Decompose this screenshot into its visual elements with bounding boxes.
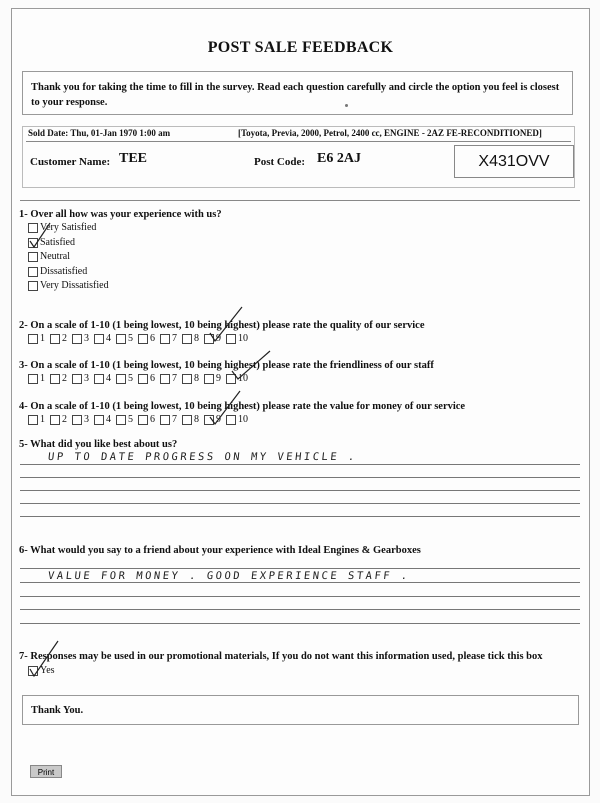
answer-line	[20, 477, 580, 478]
question-1: 1- Over all how was your experience with us?	[19, 209, 222, 220]
checkbox[interactable]	[72, 374, 82, 384]
q3-option-5[interactable]	[116, 373, 133, 384]
scale-label: 8	[194, 333, 199, 344]
answer-line	[20, 596, 580, 597]
checkbox[interactable]	[204, 374, 214, 384]
checkbox[interactable]	[94, 374, 104, 384]
checkbox[interactable]	[116, 415, 126, 425]
scale-label: 1	[40, 373, 45, 384]
stray-dot	[345, 104, 348, 107]
scale-label: 4	[106, 373, 111, 384]
scale-label: 6	[150, 373, 155, 384]
sold-date: Sold Date: Thu, 01-Jan 1970 1:00 am	[28, 128, 171, 138]
checkbox[interactable]	[50, 415, 60, 425]
q3-option-2[interactable]	[50, 373, 67, 384]
q2-option-2[interactable]	[50, 333, 67, 344]
q4-option-5[interactable]	[116, 414, 133, 425]
q5-handwritten-answer: UP TO DATE PROGRESS ON MY VEHICLE .	[47, 451, 358, 463]
postcode-value: E6 2AJ	[317, 151, 361, 166]
customer-name-value: TEE	[119, 151, 148, 166]
answer-line	[20, 464, 580, 465]
scale-label: 7	[172, 414, 177, 425]
checkbox[interactable]	[94, 415, 104, 425]
question-3: 3- On a scale of 1-10 (1 being lowest, 10 being highest) please rate the friendliness of our staff	[19, 360, 434, 371]
form-title: POST SALE FEEDBACK	[207, 39, 394, 56]
question-6: 6- What would you say to a friend about your experience with Ideal Engines & Gearboxes	[19, 545, 421, 556]
checkbox[interactable]	[182, 334, 192, 344]
customer-name-label: Customer Name:	[30, 156, 111, 168]
checkbox[interactable]	[28, 374, 38, 384]
checkbox[interactable]	[182, 415, 192, 425]
q3-option-3[interactable]	[72, 373, 89, 384]
q3-scale	[28, 373, 253, 384]
q2-handwritten-tick	[208, 305, 248, 345]
q1-option-very-dissatisfied[interactable]: Very Dissatisfied	[28, 279, 109, 294]
q4-option-1[interactable]	[28, 414, 45, 425]
scale-label: 10	[238, 333, 248, 344]
scale-label: 9	[216, 333, 221, 344]
checkbox[interactable]	[28, 267, 38, 277]
q4-option-2[interactable]	[50, 414, 67, 425]
registration-box: X431OVV	[454, 145, 574, 178]
q4-option-3[interactable]	[72, 414, 89, 425]
answer-line	[20, 623, 580, 624]
q1-option-satisfied[interactable]: Satisfied	[28, 236, 109, 251]
scale-label: 2	[62, 414, 67, 425]
q3-option-6[interactable]	[138, 373, 155, 384]
q1-option-neutral[interactable]: Neutral	[28, 250, 109, 265]
q4-option-7[interactable]	[160, 414, 177, 425]
q7-handwritten-tick	[28, 639, 64, 679]
q3-option-4[interactable]	[94, 373, 111, 384]
checkbox[interactable]	[182, 374, 192, 384]
question-2: 2- On a scale of 1-10 (1 being lowest, 10 being highest) please rate the quality of our service	[19, 320, 425, 331]
checkbox[interactable]	[50, 374, 60, 384]
checkbox[interactable]	[72, 334, 82, 344]
question-4: 4- On a scale of 1-10 (1 being lowest, 10 being highest) please rate the value for money of our service	[19, 401, 466, 412]
scale-label: 8	[194, 373, 199, 384]
q4-option-4[interactable]	[94, 414, 111, 425]
scale-label: 9	[216, 373, 221, 384]
print-button[interactable]: Print	[30, 765, 62, 778]
q2-option-4[interactable]	[94, 333, 111, 344]
checkbox[interactable]	[28, 415, 38, 425]
checkbox[interactable]	[116, 334, 126, 344]
answer-line	[20, 582, 580, 583]
checkbox[interactable]	[72, 415, 82, 425]
answer-line	[20, 516, 580, 517]
q2-option-1[interactable]	[28, 333, 45, 344]
checkbox[interactable]	[160, 374, 170, 384]
scale-label: 3	[84, 414, 89, 425]
question-5: 5- What did you like best about us?	[19, 439, 178, 450]
q3-option-9[interactable]	[204, 373, 221, 384]
q3-option-7[interactable]	[160, 373, 177, 384]
q4-option-6[interactable]	[138, 414, 155, 425]
scale-label: 9	[216, 414, 221, 425]
scale-label: 7	[172, 333, 177, 344]
q2-option-6[interactable]	[138, 333, 155, 344]
postcode-label: Post Code:	[254, 156, 306, 168]
q1-option-very-satisfied[interactable]: Very Satisfied	[28, 221, 109, 236]
scale-label: 2	[62, 333, 67, 344]
answer-line	[20, 503, 580, 504]
scale-label: 10	[238, 414, 248, 425]
feedback-form	[11, 8, 590, 796]
checkbox[interactable]	[138, 415, 148, 425]
scale-label: 1	[40, 414, 45, 425]
scale-label: 4	[106, 333, 111, 344]
q2-option-5[interactable]	[116, 333, 133, 344]
q1-option-dissatisfied[interactable]: Dissatisfied	[28, 265, 109, 280]
q3-option-8[interactable]	[182, 373, 199, 384]
checkbox[interactable]	[138, 374, 148, 384]
checkbox[interactable]	[160, 334, 170, 344]
checkbox[interactable]	[50, 334, 60, 344]
q4-option-8[interactable]	[182, 414, 199, 425]
checkbox[interactable]	[160, 415, 170, 425]
q2-option-3[interactable]	[72, 333, 89, 344]
checkbox[interactable]	[28, 281, 38, 291]
vehicle-description: [Toyota, Previa, 2000, Petrol, 2400 cc, ENGINE - 2AZ FE-RECONDITIONED]	[238, 128, 542, 138]
intro-text: Thank you for taking the time to fill in the survey. Read each question carefully and circle the option you feel is closest to your response.	[22, 71, 573, 115]
scale-label: 8	[194, 414, 199, 425]
q2-option-8[interactable]	[182, 333, 199, 344]
scale-label: 5	[128, 414, 133, 425]
q3-handwritten-tick	[230, 349, 274, 383]
scale-label: 6	[150, 414, 155, 425]
q1-handwritten-tick	[28, 221, 58, 255]
checkbox[interactable]	[28, 334, 38, 344]
scale-label: 4	[106, 414, 111, 425]
q2-option-7[interactable]	[160, 333, 177, 344]
scale-label: 10	[238, 373, 248, 384]
checkbox[interactable]	[138, 334, 148, 344]
info-divider	[26, 141, 571, 142]
q3-option-1[interactable]	[28, 373, 45, 384]
scale-label: 7	[172, 373, 177, 384]
checkbox[interactable]	[116, 374, 126, 384]
answer-line	[20, 490, 580, 491]
scale-label: 1	[40, 333, 45, 344]
q7-option-yes[interactable]: Yes	[28, 664, 55, 679]
answer-line	[20, 609, 580, 610]
scale-label: 5	[128, 373, 133, 384]
q4-handwritten-tick	[208, 389, 248, 427]
checkbox[interactable]	[94, 334, 104, 344]
scale-label: 2	[62, 373, 67, 384]
thank-you-box: Thank You.	[22, 695, 579, 725]
question-7: 7- Responses may be used in our promotional materials, If you do not want this information used, please tick this box	[19, 651, 543, 662]
scale-label: 6	[150, 333, 155, 344]
q6-handwritten-answer: VALUE FOR MONEY . GOOD EXPERIENCE STAFF .	[47, 570, 411, 582]
scale-label: 5	[128, 333, 133, 344]
scale-label: 3	[84, 373, 89, 384]
section-divider	[20, 200, 580, 201]
answer-line	[20, 568, 580, 569]
scale-label: 3	[84, 333, 89, 344]
